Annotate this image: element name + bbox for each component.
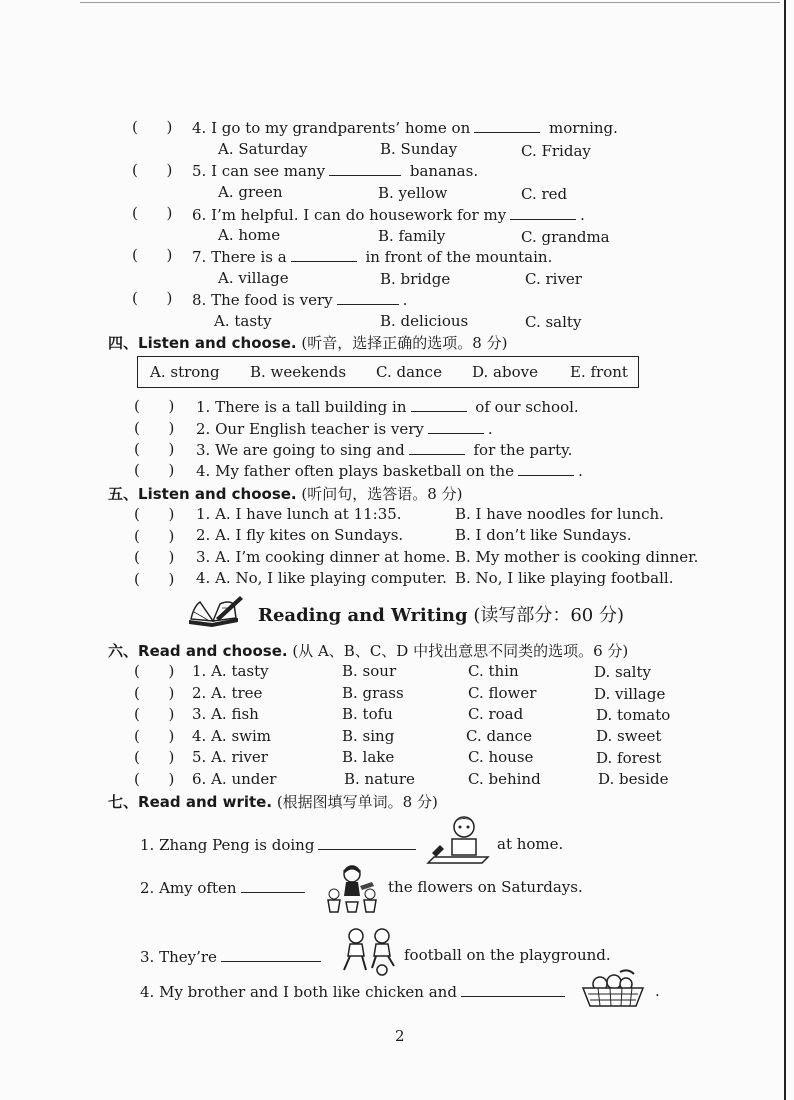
write-after: football on the playground. — [404, 946, 611, 964]
answer-blank[interactable] — [221, 947, 321, 962]
question-line: 4. A. swim — [192, 727, 272, 745]
write-question: 1. Zhang Peng is doing — [140, 835, 420, 854]
answer-blank[interactable] — [291, 247, 357, 262]
page-number: 2 — [395, 1027, 405, 1045]
top-scan-line — [80, 2, 780, 3]
option-b: B. grass — [342, 684, 404, 702]
section-7-header: 七、Read and write. (根据图填写单词。8 分) — [108, 793, 438, 811]
word-bank-item: B. weekends — [250, 363, 347, 381]
section-4-header: 四、Listen and choose. (听音，选择正确的选项。8 分) — [108, 334, 508, 352]
answer-blank[interactable] — [461, 982, 565, 997]
answer-blank[interactable] — [510, 205, 576, 220]
option-c: C. red — [521, 185, 568, 203]
option-b: B. Sunday — [380, 140, 458, 158]
answer-paren[interactable]: ( ) — [132, 161, 173, 179]
answer-blank[interactable] — [329, 161, 401, 176]
option-b: B. sour — [342, 662, 397, 680]
answer-blank[interactable] — [241, 878, 305, 893]
option-c: C. river — [525, 270, 582, 288]
question-line: 8. The food is very . — [192, 291, 408, 309]
option-d: D. forest — [596, 749, 662, 767]
option-b: B. bridge — [380, 270, 451, 288]
option-b: B. delicious — [380, 312, 469, 330]
option-c: C. salty — [525, 313, 582, 331]
question-line: 5. A. river — [192, 748, 268, 766]
option-a: A. Saturday — [218, 140, 308, 158]
option-d: D. tomato — [596, 706, 671, 724]
question-line: 3. A. fish — [192, 705, 259, 723]
option-b: B. nature — [344, 770, 415, 788]
question-line: 4. My father often plays basketball on the . — [196, 462, 583, 480]
option-b: B. My mother is cooking dinner. — [455, 548, 699, 566]
question-line: 3. We are going to sing and for the party. — [196, 441, 573, 459]
answer-paren[interactable]: ( ) — [132, 289, 173, 307]
question-line: 1. There is a tall building in of our school. — [196, 398, 579, 416]
question-line: 5. I can see many bananas. — [192, 162, 479, 180]
option-a: A. tasty — [214, 312, 272, 330]
girl-watering-flowers-icon — [324, 864, 382, 914]
answer-paren[interactable]: ( ) — [134, 461, 175, 479]
answer-paren[interactable]: ( ) — [132, 204, 173, 222]
answer-paren[interactable]: ( ) — [134, 748, 175, 766]
answer-paren[interactable]: ( ) — [134, 684, 175, 702]
answer-blank[interactable] — [411, 397, 467, 412]
option-b: B. lake — [342, 748, 395, 766]
answer-blank[interactable] — [409, 440, 465, 455]
open-book-pencil-icon — [186, 594, 244, 630]
answer-paren[interactable]: ( ) — [134, 705, 175, 723]
answer-blank[interactable] — [318, 835, 416, 850]
option-c: C. Friday — [521, 142, 591, 160]
answer-paren[interactable]: ( ) — [134, 548, 175, 566]
question-line: 1. A. I have lunch at 11:35. — [196, 505, 402, 523]
option-d: D. village — [594, 685, 666, 703]
option-b: B. yellow — [378, 184, 448, 202]
answer-paren[interactable]: ( ) — [132, 118, 173, 136]
option-c: C. house — [468, 748, 534, 766]
section-6-header: 六、Read and choose. (从 A、B、C、D 中找出意思不同类的选项。6 分) — [108, 642, 629, 660]
option-b: B. tofu — [342, 705, 393, 723]
option-b: B. sing — [342, 727, 395, 745]
write-question: 4. My brother and I both like chicken and — [140, 982, 569, 1001]
option-d: D. salty — [594, 663, 651, 681]
option-b: B. I have noodles for lunch. — [455, 505, 664, 523]
question-line: 6. A. under — [192, 770, 277, 788]
option-c: C. flower — [468, 684, 537, 702]
answer-paren[interactable]: ( ) — [134, 440, 175, 458]
option-d: D. beside — [598, 770, 669, 788]
question-line: 4. A. No, I like playing computer. — [196, 569, 447, 587]
answer-blank[interactable] — [337, 290, 399, 305]
question-line: 4. I go to my grandparents’ home on morning. — [192, 119, 618, 137]
kids-playing-football-icon — [342, 926, 402, 976]
answer-blank[interactable] — [518, 461, 574, 476]
option-c: C. grandma — [521, 228, 610, 246]
question-line: 2. Our English teacher is very . — [196, 420, 493, 438]
answer-paren[interactable]: ( ) — [134, 397, 175, 415]
question-line: 3. A. I’m cooking dinner at home. — [196, 548, 451, 566]
question-line: 7. There is a in front of the mountain. — [192, 248, 553, 266]
write-after: . — [655, 982, 660, 1000]
section-5-header: 五、Listen and choose. (听问句，选答语。8 分) — [108, 485, 463, 503]
answer-paren[interactable]: ( ) — [134, 570, 175, 588]
option-b: B. I don’t like Sundays. — [455, 526, 632, 544]
answer-paren[interactable]: ( ) — [134, 662, 175, 680]
fruit-basket-icon — [580, 968, 646, 1010]
answer-paren[interactable]: ( ) — [134, 419, 175, 437]
part-header: Reading and Writing (读写部分：60 分) — [258, 605, 624, 626]
option-c: C. thin — [468, 662, 519, 680]
option-a: A. home — [218, 226, 281, 244]
page-border — [784, 0, 786, 1100]
write-after: the flowers on Saturdays. — [388, 878, 583, 896]
option-c: C. road — [468, 705, 524, 723]
answer-paren[interactable]: ( ) — [134, 770, 175, 788]
option-c: C. behind — [468, 770, 541, 788]
option-d: D. sweet — [596, 727, 662, 745]
question-line: 1. A. tasty — [192, 662, 269, 680]
option-a: A. green — [218, 183, 283, 201]
write-question: 2. Amy often — [140, 878, 309, 897]
boy-doing-homework-icon — [426, 815, 490, 865]
question-line: 2. A. I fly kites on Sundays. — [196, 526, 404, 544]
answer-blank[interactable] — [428, 419, 484, 434]
word-bank-item: A. strong — [150, 363, 220, 381]
answer-paren[interactable]: ( ) — [134, 505, 175, 523]
option-b: B. No, I like playing football. — [455, 569, 674, 587]
word-bank-item: D. above — [472, 363, 538, 381]
answer-paren[interactable]: ( ) — [134, 727, 175, 745]
answer-blank[interactable] — [474, 118, 540, 133]
option-a: A. village — [218, 269, 289, 287]
option-c: C. dance — [466, 727, 532, 745]
question-line: 2. A. tree — [192, 684, 263, 702]
write-question: 3. They’re — [140, 947, 325, 966]
answer-paren[interactable]: ( ) — [132, 246, 173, 264]
word-bank-box — [137, 356, 639, 388]
write-after: at home. — [497, 835, 564, 853]
question-line: 6. I’m helpful. I can do housework for my . — [192, 206, 585, 224]
word-bank-item: E. front — [570, 363, 628, 381]
answer-paren[interactable]: ( ) — [134, 527, 175, 545]
option-b: B. family — [378, 227, 446, 245]
word-bank-item: C. dance — [376, 363, 442, 381]
